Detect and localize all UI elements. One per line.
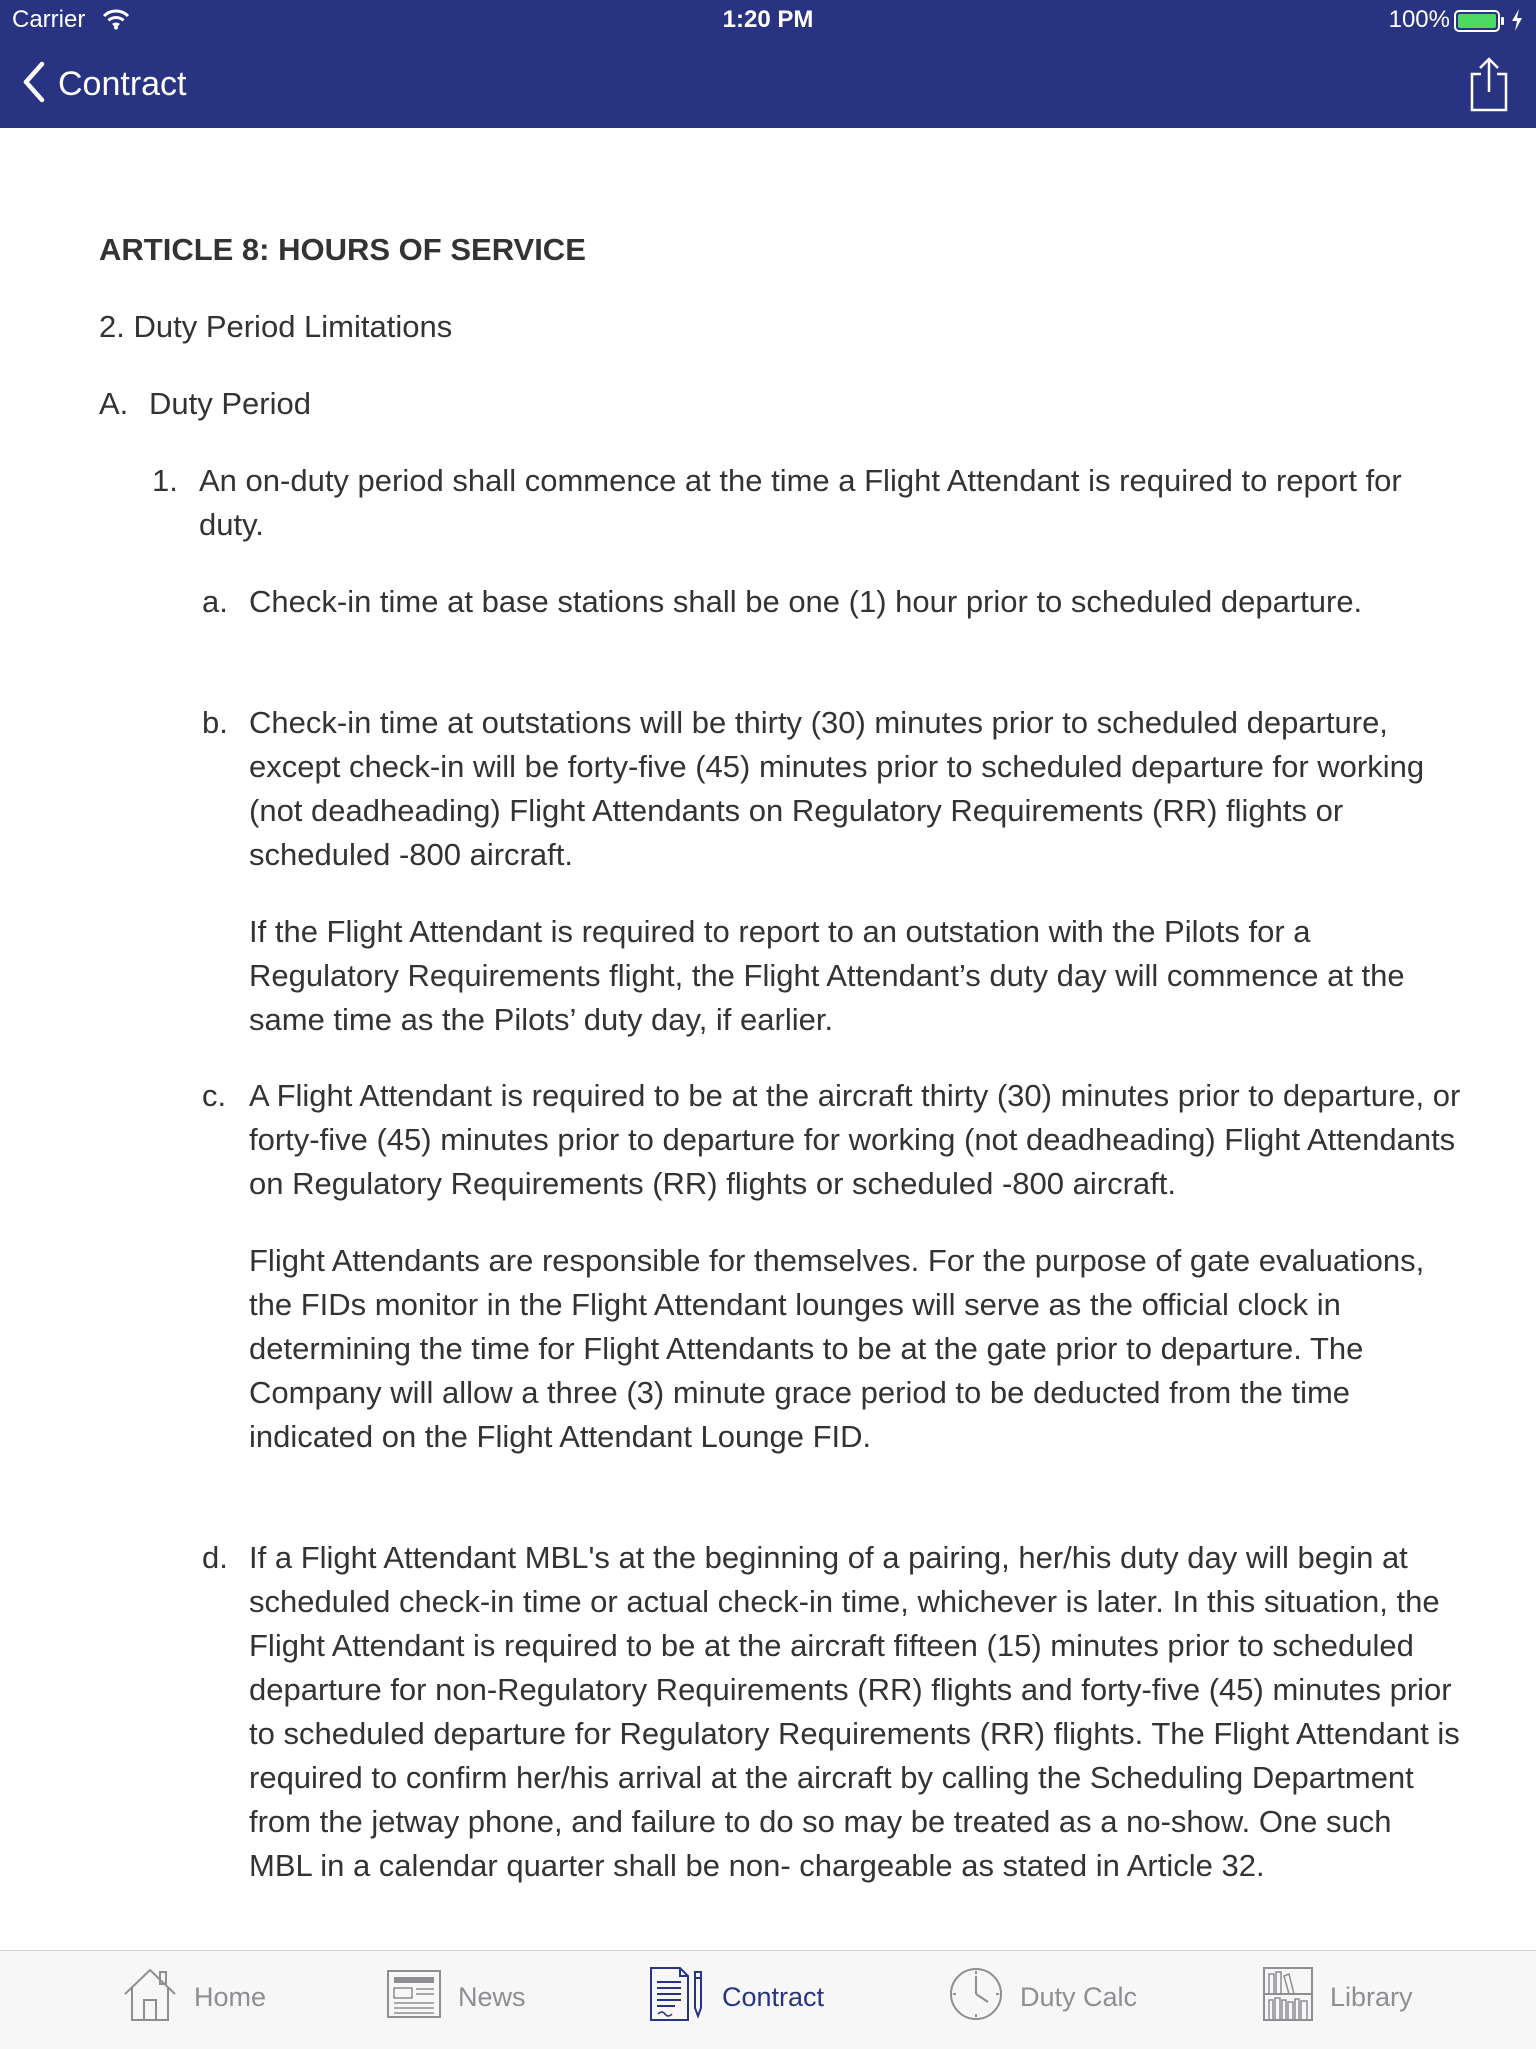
tab-duty-calc-label: Duty Calc — [1020, 1981, 1138, 2012]
list-marker: b. — [202, 705, 228, 740]
newspaper-icon — [386, 1969, 458, 2026]
list-marker: c. — [202, 1078, 227, 1113]
tab-home-label: Home — [194, 1981, 267, 2012]
contract-document-icon — [648, 1966, 722, 2029]
tab-bar — [0, 1950, 1536, 2049]
contract-document[interactable] — [0, 128, 1536, 1950]
tab-news-label: News — [458, 1981, 526, 2012]
list-item-b — [202, 701, 1462, 1042]
back-button[interactable] — [22, 60, 187, 108]
list-item-d — [202, 1536, 1462, 1888]
subsection-marker: A. — [99, 386, 129, 421]
tab-home[interactable] — [122, 1965, 266, 2029]
subsection-title-text: Duty Period — [149, 386, 311, 421]
subsection-title — [99, 382, 311, 426]
list-item-a — [202, 580, 1462, 624]
article-heading: ARTICLE 8: HOURS OF SERVICE — [99, 232, 586, 267]
tab-contract-label: Contract — [722, 1981, 825, 2012]
share-icon — [1464, 99, 1514, 116]
tab-contract[interactable] — [648, 1965, 824, 2029]
list-item-text: Check-in time at base stations shall be one (1) hour prior to scheduled departure. — [249, 584, 1363, 619]
section-title: 2. Duty Period Limitations — [99, 309, 453, 344]
list-item-note: If the Flight Attendant is required to report to an outstation with the Pilots for a Regulatory Requirements flight, the Flight Attendant’s duty day will commence at the same time as the Pilots’ duty day, if earlier. — [249, 914, 1405, 1037]
battery-icon — [1454, 10, 1506, 39]
tab-library-label: Library — [1330, 1981, 1413, 2012]
tab-library[interactable] — [1262, 1965, 1413, 2029]
back-button-label: Contract — [58, 64, 187, 103]
list-item-text: If a Flight Attendant MBL's at the beginning of a pairing, her/his duty day will begin at scheduled check-in time or actual check-in time, whichever is later. In this situation, the Flight Attendant is required to be at the aircraft fifteen (15) minutes prior to scheduled departure for non-Regulatory Requirements (RR) flights and forty-five (45) minutes prior to scheduled departure for Regulatory Requirements (RR) flights. The Flight Attendant is required to confirm her/his arrival at the aircraft by calling the Scheduling Department from the jetway phone, and failure to do so may be treated as a no-show. One such MBL in a calendar quarter shall be non- chargeable as stated in Article 32. — [249, 1540, 1460, 1883]
share-button[interactable] — [1464, 56, 1514, 112]
list-item-text: An on-duty period shall commence at the time a Flight Attendant is required to report for duty. — [199, 463, 1402, 542]
list-item-text: Check-in time at outstations will be thirty (30) minutes prior to scheduled departure, except check-in will be forty-five (45) minutes prior to scheduled departure for working (not deadheading) Flight Attendants on Regulatory Requirements (RR) flights or scheduled -800 aircraft. — [249, 705, 1425, 872]
tab-duty-calc[interactable] — [948, 1965, 1137, 2029]
tab-news[interactable] — [386, 1965, 526, 2029]
status-bar — [0, 0, 1536, 40]
clock-time: 1:20 PM — [722, 6, 814, 33]
battery-percentage: 100% — [1388, 6, 1450, 33]
list-marker: d. — [202, 1540, 228, 1575]
list-marker: a. — [202, 584, 228, 619]
clock-icon — [948, 1966, 1020, 2029]
list-item-1 — [152, 459, 1452, 547]
charging-icon — [1510, 8, 1524, 39]
list-marker: 1. — [152, 463, 178, 498]
navigation-bar — [0, 40, 1536, 128]
list-item-c — [202, 1074, 1462, 1459]
carrier-label: Carrier — [12, 6, 86, 33]
list-item-note: Flight Attendants are responsible for themselves. For the purpose of gate evaluations, the FIDs monitor in the Flight Attendant lounges will serve as the official clock in determining the time for Flight Attendants to be at the gate prior to departure. The Company will allow a three (3) minute grace period to be deducted from the time indicated on the Flight Attendant Lounge FID. — [249, 1243, 1425, 1454]
bookshelf-icon — [1262, 1966, 1330, 2029]
list-item-text: A Flight Attendant is required to be at the aircraft thirty (30) minutes prior to departure, or forty-five (45) minutes prior to departure for working (not deadheading) Flight Attendants on Regulatory Requirements (RR) flights or scheduled -800 aircraft. — [249, 1078, 1461, 1201]
chevron-left-icon — [22, 60, 46, 109]
home-icon — [122, 1966, 194, 2029]
